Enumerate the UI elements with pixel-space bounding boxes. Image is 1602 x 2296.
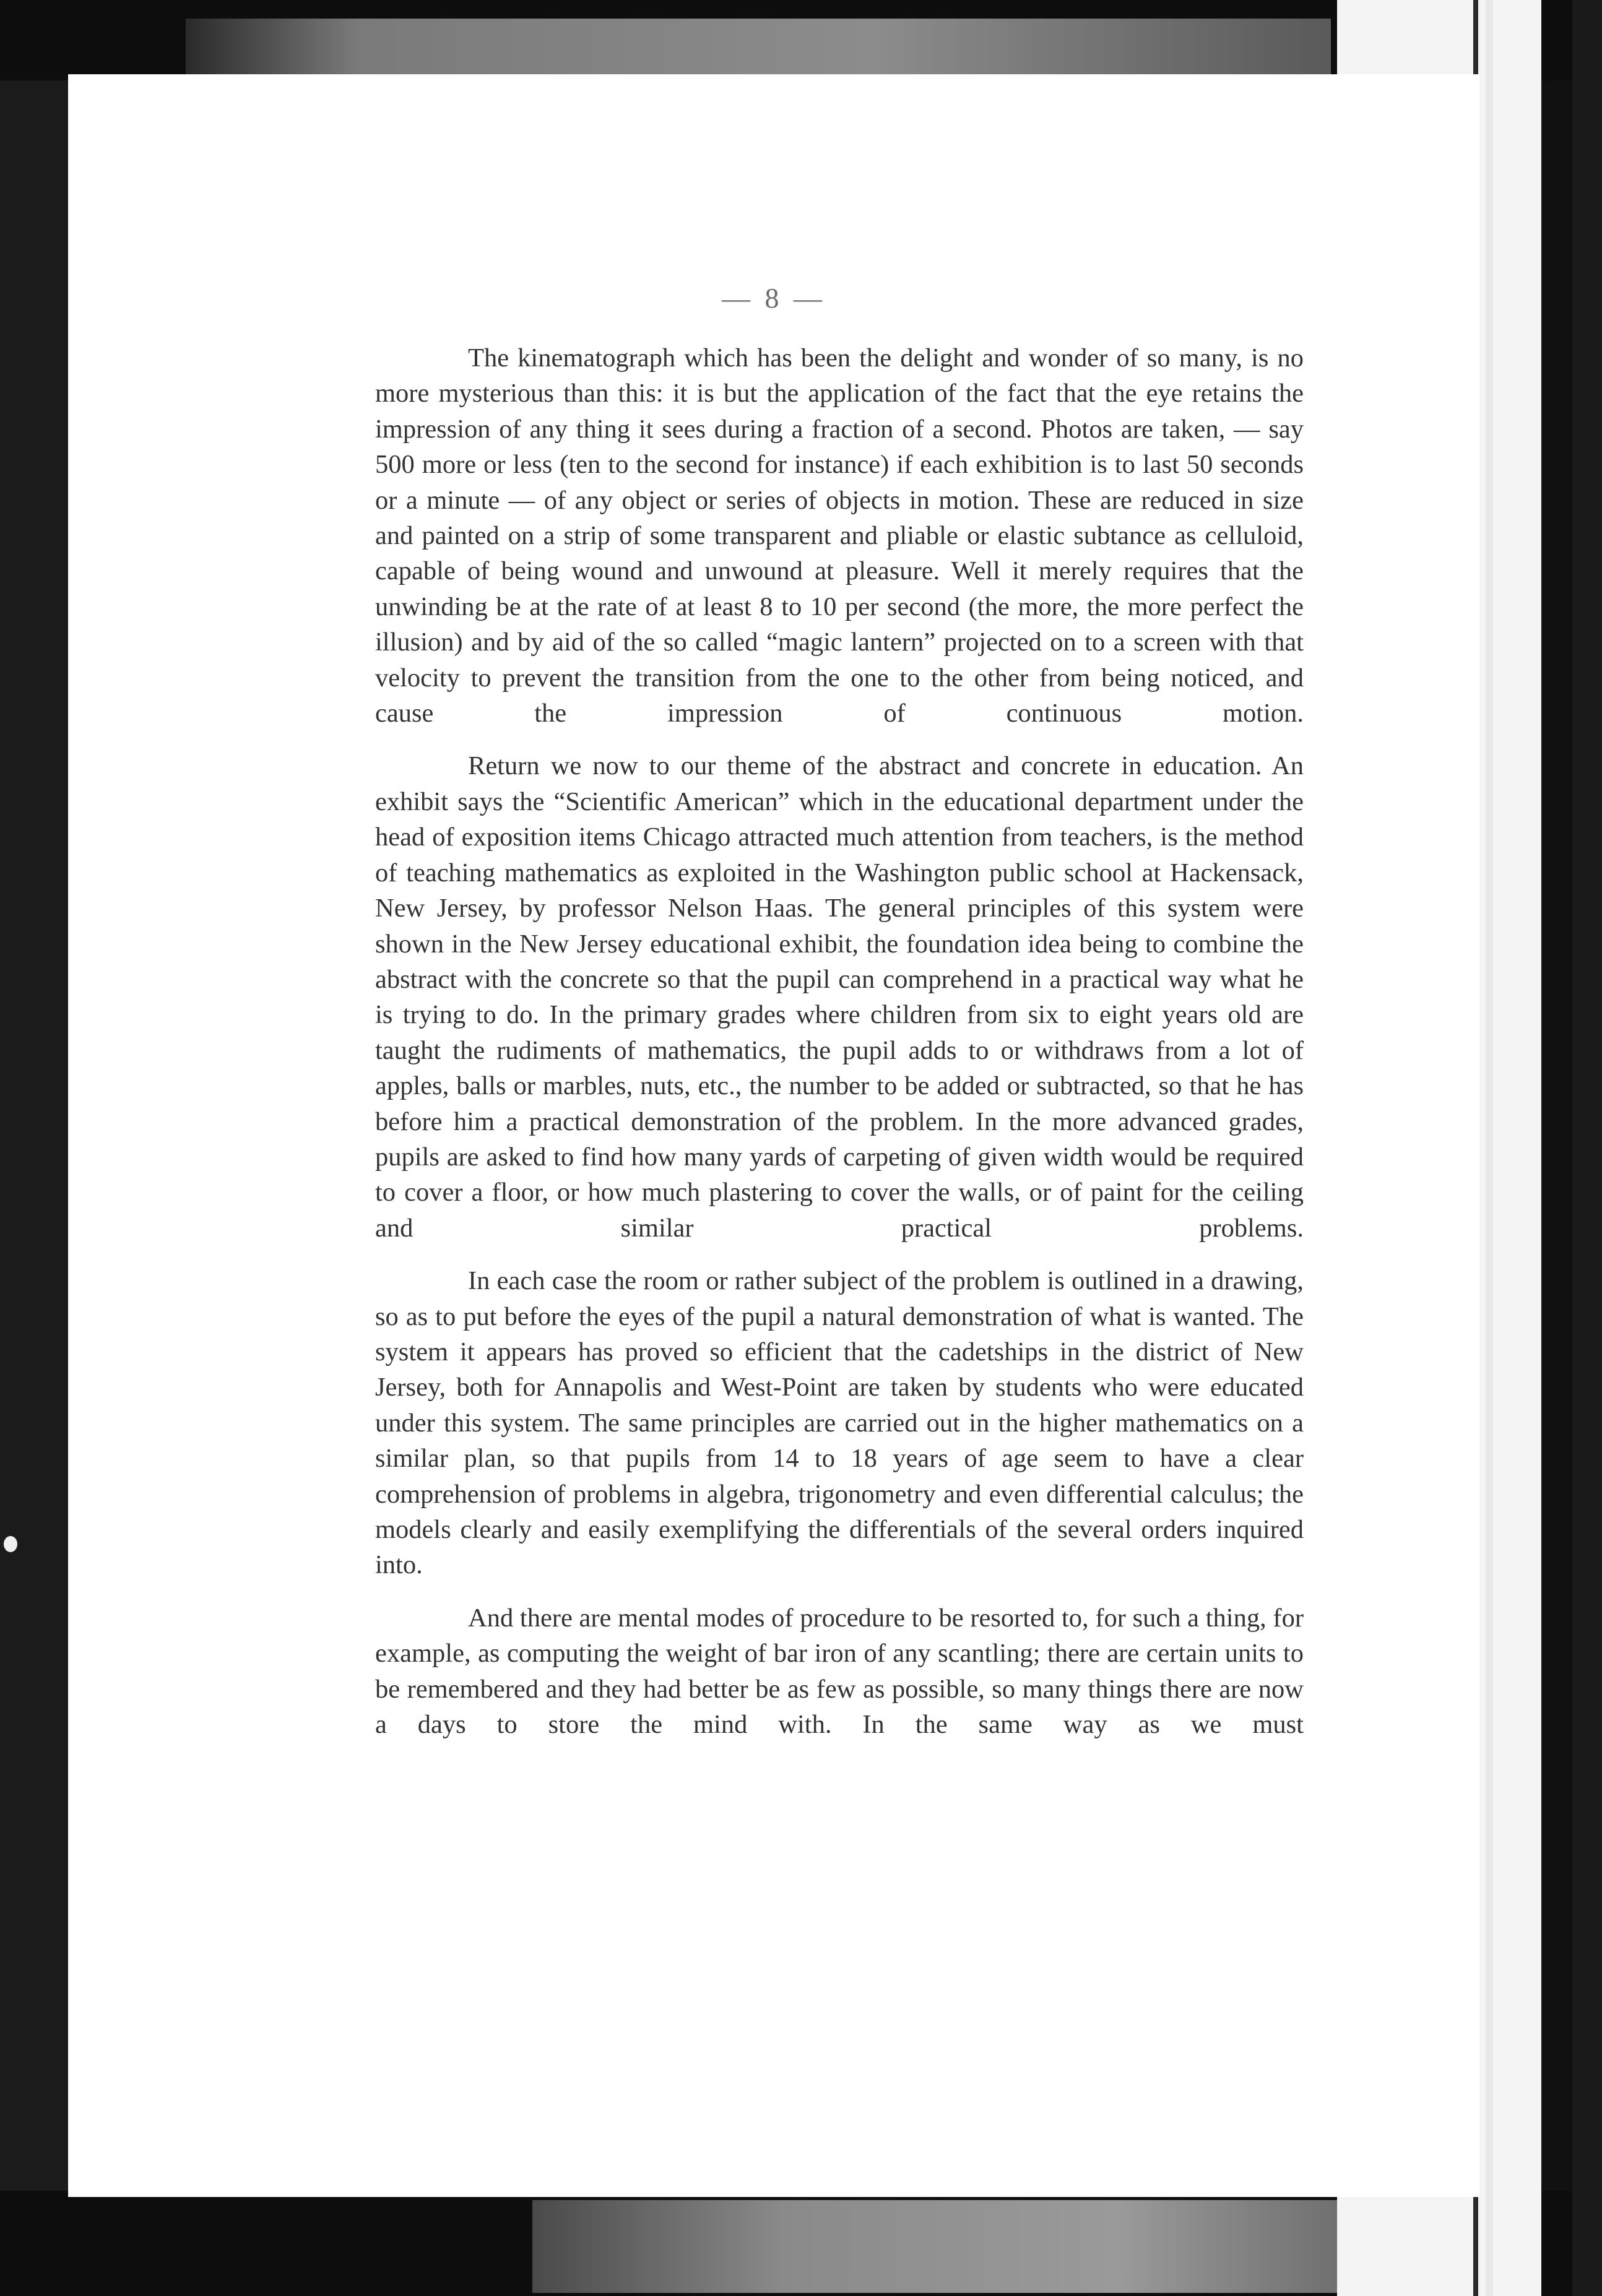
document-page [68, 74, 1479, 2197]
paragraph-3: In each case the room or rather subject of the problem is outlined in a drawing, so as to put before the eyes of the pupil a natural demonstration of what is wanted. The system it appears has proved so efficient that the cadetships in the district of New Jersey, both for Annapolis and West-Point are taken by students who were educated under this system. The same principles are carried out in the higher mathematics on a similar plan, so that pupils from 14 to 18 years of age seem to have a clear comprehension of problems in algebra, trigonometry and even differential calculus; the models clearly and easily exemplifying the differentials of the several orders inquired into. [375, 1266, 1304, 1580]
scanner-strip-bottom [532, 2200, 1368, 2293]
paragraph-4: And there are mental modes of procedure to be resorted to, for such a thing, for example, as computing the weight of bar iron of any scantling; there are certain units to be remembered and they had better be as few as possible, so many things there are now a days to store the mind with. In the same way as we must [375, 1603, 1304, 1740]
scanner-edge-right [1572, 0, 1602, 2296]
page-gutter-highlight [1486, 0, 1493, 2296]
body-text [375, 340, 1304, 1742]
scanner-strip-top [186, 19, 1331, 80]
page-number: — 8 — [722, 282, 826, 314]
scan-artifact-dot [4, 1536, 17, 1552]
scanner-edge-left [0, 80, 68, 2191]
paragraph-1: The kinematograph which has been the delight and wonder of so many, is no more mysterious than this: it is but the application of the fact that the eye retains the impression of any thing it sees during a fraction of a second. Photos are taken, — say 500 more or less (ten to the second for instance) if each exhibition is to last 50 seconds or a minute — of any object or series of objects in motion. These are reduced in size and painted on a strip of some transparent and pliable or elastic subtance as celluloid, capable of being wound and unwound at pleasure. Well it merely requires that the unwinding be at the rate of at least 8 to 10 per second (the more, the more perfect the illusion) and by aid of the so called “magic lantern” projected on to a screen with that velocity to prevent the transition from the one to the other from being noticed, and cause the impression of continuous motion. [375, 343, 1304, 728]
paragraph-2: Return we now to our theme of the abstract and concrete in education. An exhibit says the “Scientific American” which in the educational department under the head of exposition items Chicago attracted much attention from teachers, is the method of teaching mathematics as exploited in the Washington public school at Hackensack, New Jersey, by professor Nelson Haas. The general principles of this system were shown in the New Jersey educational exhibit, the foundation idea being to combine the abstract with the concrete so that the pupil can comprehend in a practical way what he is trying to do. In the primary grades where children from six to eight years old are taught the rudiments of mathematics, the pupil adds to or withdraws from a lot of apples, balls or marbles, nuts, etc., the number to be added or subtracted, so that he has before him a practical demonstration of the problem. In the more advanced grades, pupils are asked to find how many yards of carpeting of given width would be required to cover a floor, or how much plastering to cover the walls, or of paint for the ceiling and similar practical problems. [375, 751, 1304, 1243]
